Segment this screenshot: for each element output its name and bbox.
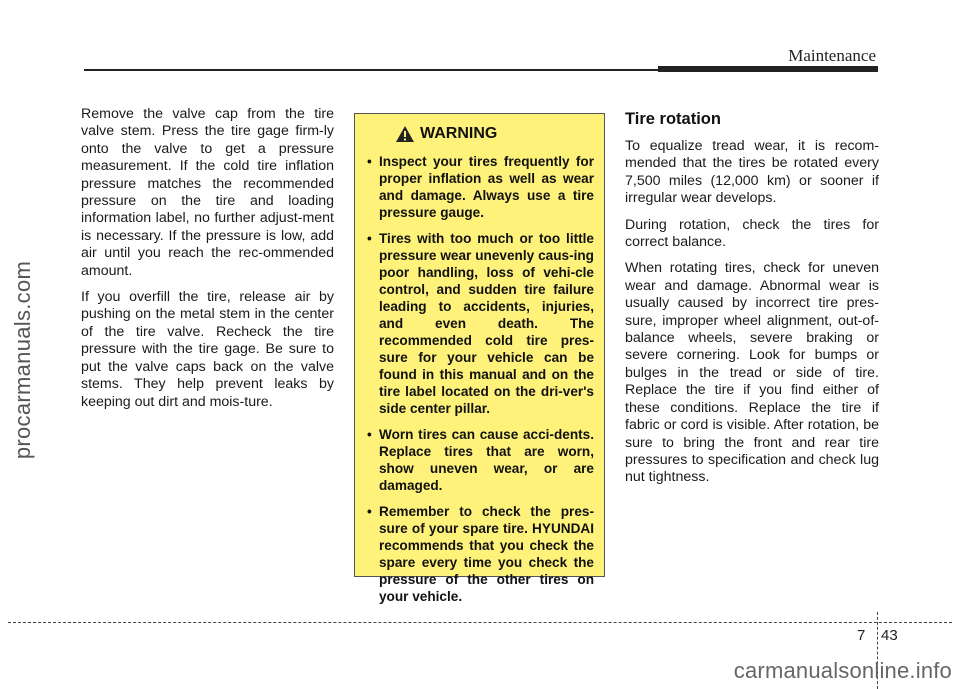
- right-column: [625, 110, 879, 496]
- page-number: 43: [881, 627, 898, 644]
- warning-item-3: • Worn tires can cause acci-dents. Replace tires that are worn, show uneven wear, or are damaged.: [367, 426, 594, 494]
- footer-rule: [8, 622, 952, 623]
- section-title: Maintenance: [788, 46, 876, 65]
- warning-title: WARNING: [420, 125, 498, 142]
- left-column: [81, 106, 334, 420]
- tire-rotation-heading: Tire rotation: [625, 110, 721, 128]
- warning-header: [395, 125, 594, 143]
- chapter-number: 7: [857, 627, 866, 644]
- warning-triangle-icon: [395, 125, 415, 143]
- warning-item-4: • Remember to check the pres-sure of your spare tire. HYUNDAI recommends that you check the spare every time you check the pressure of the other tires on your vehicle.: [367, 503, 594, 605]
- right-paragraph-2: During rotation, check the tires for correct balance.: [625, 216, 879, 251]
- warning-box: [354, 113, 605, 604]
- header-rule-accent: [658, 66, 878, 72]
- warning-item-2: • Tires with too much or too little pressure wear unevenly caus-ing poor handling, loss of vehi-cle control, and sudden tire failure leading to accidents, injuries, and even death. The recommended cold tire pres-sure for your vehicle can be found in this manual and on the tire label located on the dri-ver's side center pillar.: [367, 230, 594, 417]
- warning-item-1: • Inspect your tires frequently for proper inflation as well as wear and damage. Always use a tire pressure gauge.: [367, 153, 594, 221]
- side-watermark: [6, 210, 40, 510]
- side-watermark-text: procarmanuals.com: [10, 260, 35, 460]
- left-paragraph-2: If you overfill the tire, release air by pushing on the metal stem in the center of the tire valve. Recheck the tire pressure with the tire gage. Be sure to put the valve caps back on the valve stems. They help prevent leaks by keeping out dirt and mois-ture.: [81, 289, 334, 410]
- right-paragraph-3: When rotating tires, check for uneven wear and damage. Abnormal wear is usually caused by incorrect tire pres-sure, improper wheel alignment, out-of-balance wheels, severe braking or severe cornering. Look for bumps or bulges in the tread or side of tire. Replace the tire if you find either of these conditions. Replace the tire if fabric or cord is visible. After rotation, be sure to bring the front and rear tire pressures to specification and check lug nut tightness.: [625, 260, 879, 486]
- right-paragraph-1: To equalize tread wear, it is recom-mended that the tires be rotated every 7,500 miles (12,000 km) or sooner if irregular wear develops.: [625, 138, 879, 207]
- warning-list: [367, 153, 594, 605]
- left-paragraph-1: Remove the valve cap from the tire valve stem. Press the tire gage firm-ly onto the valve to get a pressure measurement. If the cold tire inflation pressure matches the recommended pressure on the tire and loading information label, no further adjust-ment is necessary. If the pressure is low, add air until you reach the rec-ommended amount.: [81, 106, 334, 279]
- bottom-watermark: carmanualsonline.info: [733, 658, 952, 683]
